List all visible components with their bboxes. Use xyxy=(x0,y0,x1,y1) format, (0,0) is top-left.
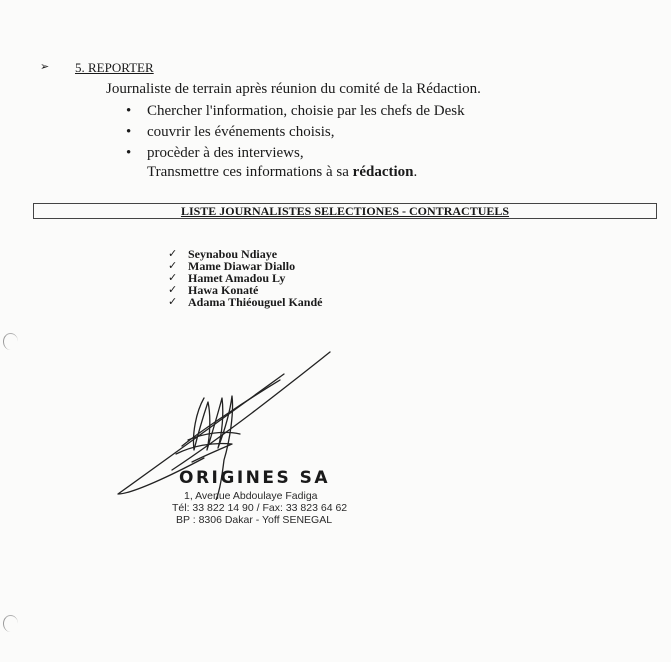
checkmark-icon: ✓ xyxy=(168,248,178,260)
stamp-address: 1, Avenue Abdoulaye Fadiga xyxy=(184,490,318,502)
arrow-bullet-icon: ➢ xyxy=(40,61,50,73)
section-title: 5. REPORTER xyxy=(75,60,154,75)
checkmark-icon: ✓ xyxy=(168,296,178,308)
binder-hole-mark xyxy=(3,333,18,350)
checkmark-icon: ✓ xyxy=(168,284,178,296)
journalist-item: ✓ Seynabou Ndiaye xyxy=(168,247,278,261)
list-title: LISTE JOURNALISTES SELECTIONES - CONTRACTUELS xyxy=(180,204,510,218)
bullet-dot-icon: • xyxy=(126,124,132,140)
journalist-list xyxy=(168,248,322,308)
binder-hole-mark xyxy=(3,615,18,632)
list-item: • Chercher l'information, choisie par les chefs de Desk xyxy=(126,101,465,122)
checkmark-icon: ✓ xyxy=(168,260,178,272)
journalist-item: ✓ Hamet Amadou Ly xyxy=(168,271,286,285)
stamp-city: BP : 8306 Dakar - Yoff SENEGAL xyxy=(176,514,333,526)
list-item: • procèder à des interviews, xyxy=(126,143,465,164)
bullet-dot-icon: • xyxy=(126,103,132,119)
transmit-line: Transmettre ces informations à sa rédaction. xyxy=(147,164,418,180)
section-intro: Journaliste de terrain après réunion du comité de la Rédaction. xyxy=(106,81,481,97)
bullet-dot-icon: • xyxy=(126,145,132,161)
stamp-phone-fax: Tél: 33 822 14 90 / Fax: 33 823 64 62 xyxy=(172,502,348,514)
list-title-box xyxy=(33,203,657,219)
task-list xyxy=(126,101,465,164)
journalist-item: ✓ Adama Thiéouguel Kandé xyxy=(168,295,323,309)
transmit-emphasis: rédaction xyxy=(352,164,414,180)
checkmark-icon: ✓ xyxy=(168,272,178,284)
stamp-company-name: ORIGINES SA xyxy=(179,468,331,488)
journalist-item: ✓ Hawa Konaté xyxy=(168,283,259,297)
list-item: • couvrir les événements choisis, xyxy=(126,122,465,143)
journalist-item: ✓ Mame Diawar Diallo xyxy=(168,259,296,273)
